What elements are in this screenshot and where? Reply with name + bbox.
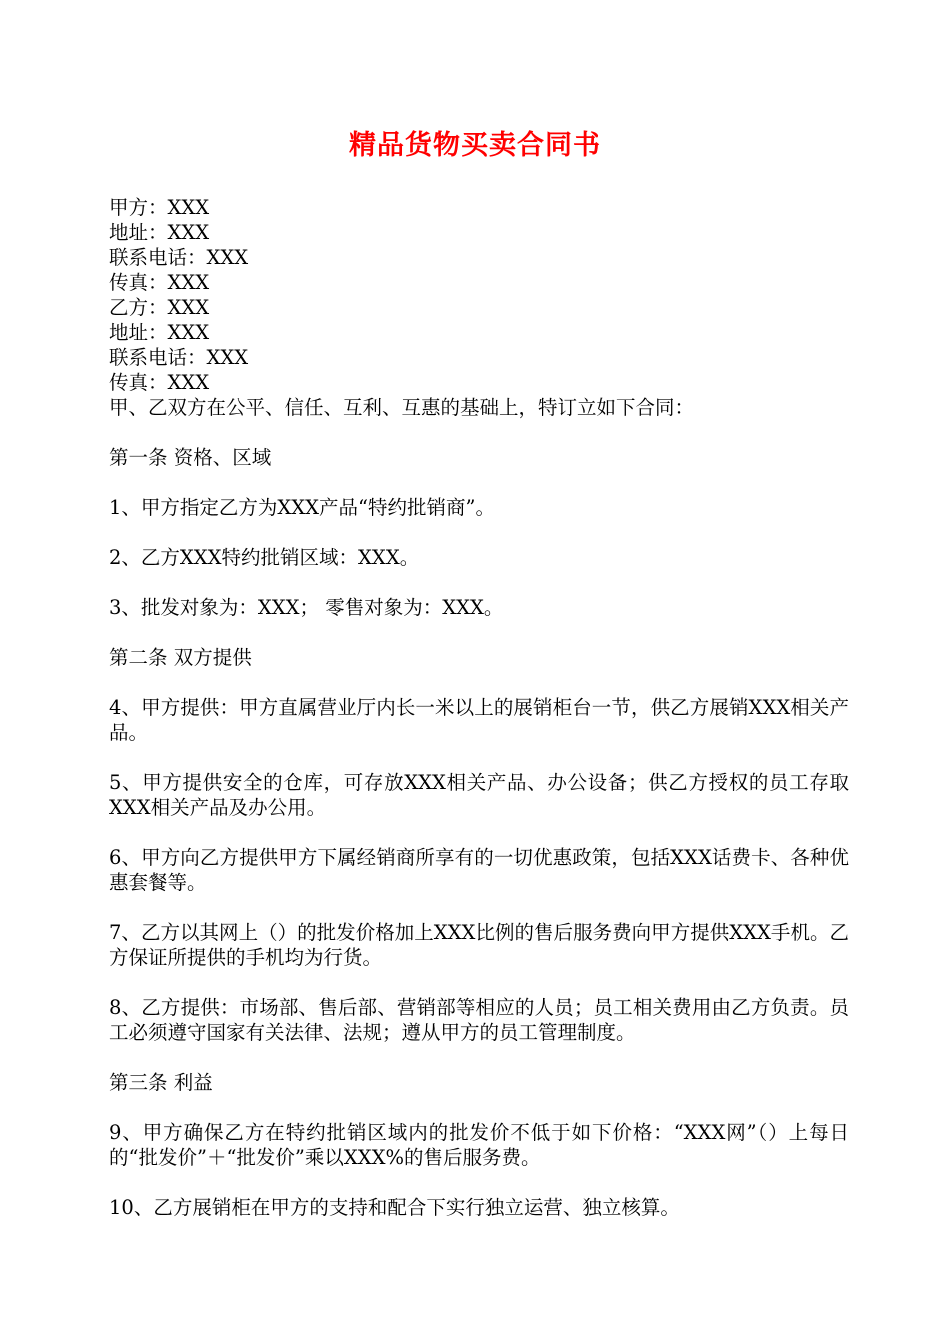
party-a-address: 地址：XXX [109, 221, 210, 244]
clause-4: 4、甲方提供：甲方直属营业厅内长一米以上的展销柜台一节，供乙方展销XXX相关产品。 [109, 696, 849, 744]
party-b-fax: 传真：XXX [109, 371, 210, 394]
clause-8: 8、乙方提供：市场部、售后部、营销部等相应的人员；员工相关费用由乙方负责。员工必须遵守国家有关法律、法规；遵从甲方的员工管理制度。 [109, 996, 849, 1044]
party-a-phone: 联系电话：XXX [109, 246, 249, 269]
clause-5: 5、甲方提供安全的仓库，可存放XXX相关产品、办公设备；供乙方授权的员工存取XXX相关产品及办公用。 [109, 771, 849, 819]
clause-9: 9、甲方确保乙方在特约批销区域内的批发价不低于如下价格：“XXX网”（）上每日的“批发价”＋“批发价”乘以XXX%的售后服务费。 [109, 1121, 849, 1169]
party-a-name: 甲方：XXX [109, 196, 210, 219]
party-a-fax: 传真：XXX [109, 271, 210, 294]
article-1-heading: 第一条 资格、区域 [109, 446, 272, 469]
party-b-address: 地址：XXX [109, 321, 210, 344]
party-b-phone: 联系电话：XXX [109, 346, 249, 369]
article-2-heading: 第二条 双方提供 [109, 646, 252, 669]
clause-6: 6、甲方向乙方提供甲方下属经销商所享有的一切优惠政策，包括XXX话费卡、各种优惠套餐等。 [109, 846, 849, 894]
contract-body [109, 195, 849, 1220]
clause-7: 7、乙方以其网上（）的批发价格加上XXX比例的售后服务费向甲方提供XXX手机。乙方保证所提供的手机均为行货。 [109, 921, 849, 969]
clause-3: 3、批发对象为：XXX； 零售对象为：XXX。 [109, 596, 504, 619]
clause-2: 2、乙方XXX特约批销区域：XXX。 [109, 546, 420, 569]
clause-1: 1、甲方指定乙方为XXX产品“特约批销商”。 [109, 496, 495, 519]
preamble: 甲、乙双方在公平、信任、互利、互惠的基础上，特订立如下合同： [109, 396, 695, 419]
article-3-heading: 第三条 利益 [109, 1071, 213, 1094]
party-b-name: 乙方：XXX [109, 296, 210, 319]
document-title: 精品货物买卖合同书 [349, 130, 601, 161]
clause-10: 10、乙方展销柜在甲方的支持和配合下实行独立运营、独立核算。 [109, 1196, 680, 1219]
